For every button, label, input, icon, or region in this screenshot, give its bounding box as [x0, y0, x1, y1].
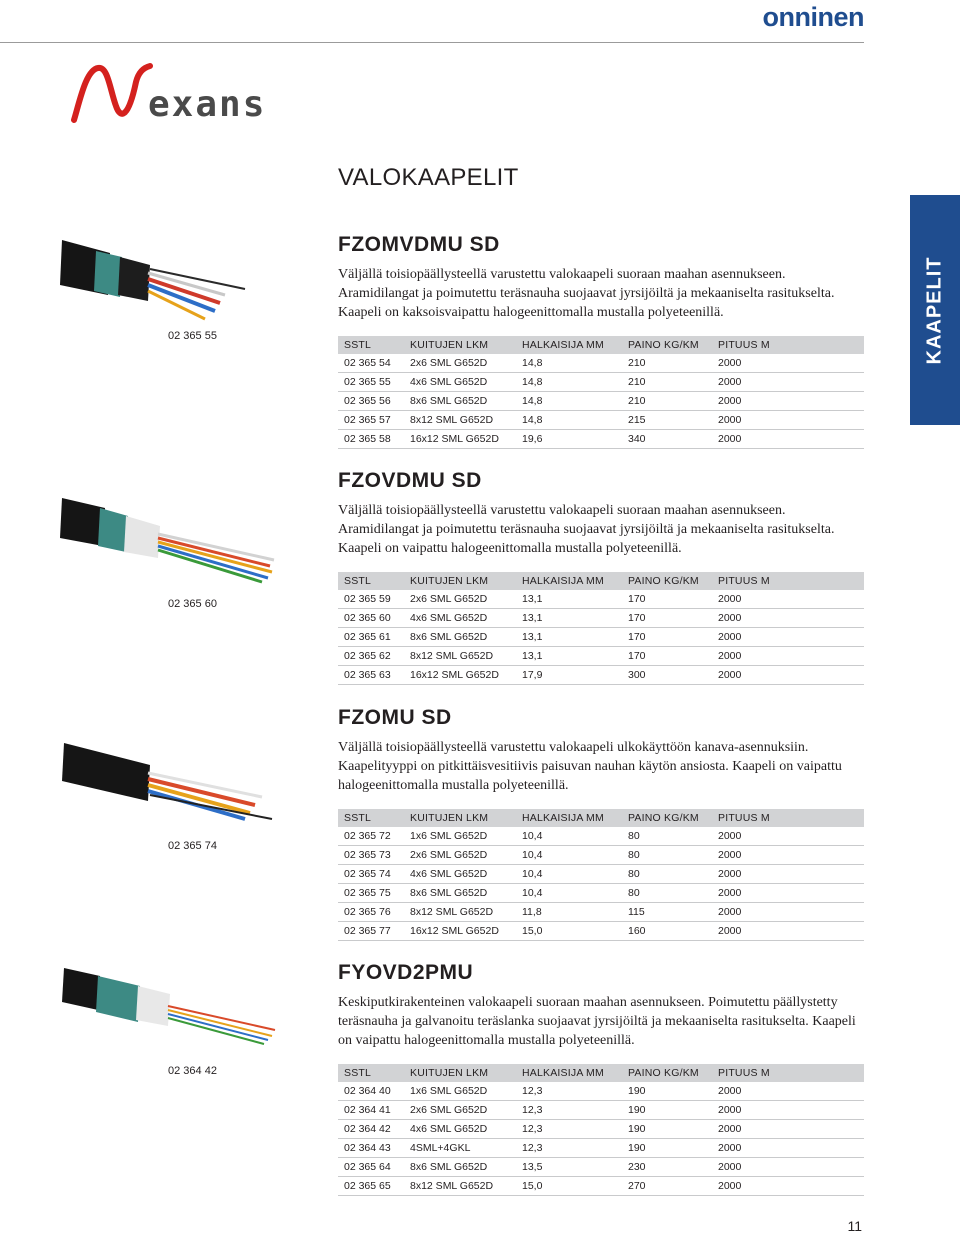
cell: 2000 [712, 590, 864, 609]
cell: 12,3 [516, 1101, 622, 1120]
column-header: HALKAISIJA MM [516, 1064, 622, 1082]
cell: 02 365 54 [338, 354, 404, 373]
cell: 2000 [712, 827, 864, 846]
product-fyovd2pmu [338, 961, 864, 1196]
cell: 190 [622, 1082, 712, 1101]
product-image-code: 02 365 55 [168, 330, 217, 342]
column-header: KUITUJEN LKM [404, 809, 516, 827]
cell: 02 365 59 [338, 590, 404, 609]
column-header: KUITUJEN LKM [404, 336, 516, 354]
cell: 2000 [712, 430, 864, 449]
cell: 300 [622, 666, 712, 685]
table-row [338, 666, 864, 685]
cell: 170 [622, 590, 712, 609]
column-header: SSTL [338, 572, 404, 590]
page-number: 11 [847, 1218, 862, 1234]
table-row [338, 354, 864, 373]
cell: 11,8 [516, 903, 622, 922]
cell: 14,8 [516, 373, 622, 392]
cell: 15,0 [516, 922, 622, 941]
cable-image-fzomvdmu [0, 225, 300, 375]
cell: 2000 [712, 666, 864, 685]
column-header: PAINO KG/KM [622, 572, 712, 590]
cell: 8x6 SML G652D [404, 1158, 516, 1177]
cell: 16x12 SML G652D [404, 430, 516, 449]
cell: 170 [622, 609, 712, 628]
product-description: Väljällä toisiopäällysteellä varustettu valokaapeli suoraan maahan asennukseen. Aramidilangat ja poimutettu teräsnauha suojaavat jyrsijöiltä ja mekaaniselta rasitukselta. Kaapeli on vaipattu halogeenittomalla mustalla polyeteenillä. [338, 503, 835, 556]
column-header: SSTL [338, 809, 404, 827]
cable-image-fyovd2pmu [0, 960, 300, 1110]
cell: 13,1 [516, 647, 622, 666]
cell: 2x6 SML G652D [404, 354, 516, 373]
cell: 2000 [712, 373, 864, 392]
cell: 02 365 62 [338, 647, 404, 666]
table-row [338, 373, 864, 392]
cell: 2000 [712, 884, 864, 903]
cable-image-fzovdmu [0, 490, 300, 640]
cell: 2000 [712, 628, 864, 647]
cell: 02 365 63 [338, 666, 404, 685]
cell: 14,8 [516, 354, 622, 373]
cell: 02 365 57 [338, 411, 404, 430]
cell: 19,6 [516, 430, 622, 449]
cell: 210 [622, 354, 712, 373]
cell: 02 365 58 [338, 430, 404, 449]
cell: 16x12 SML G652D [404, 666, 516, 685]
cell: 4x6 SML G652D [404, 1120, 516, 1139]
cell: 14,8 [516, 411, 622, 430]
table-row [338, 865, 864, 884]
section-title: VALOKAAPELIT [338, 164, 519, 191]
cell: 2000 [712, 846, 864, 865]
cell: 02 365 56 [338, 392, 404, 411]
cell: 115 [622, 903, 712, 922]
cell: 10,4 [516, 846, 622, 865]
cell: 8x12 SML G652D [404, 903, 516, 922]
product-fzomvdmu [338, 233, 864, 449]
cell: 80 [622, 827, 712, 846]
cell: 13,1 [516, 590, 622, 609]
cell: 02 365 65 [338, 1177, 404, 1196]
cell: 190 [622, 1120, 712, 1139]
product-fzomu [338, 706, 864, 941]
cell: 210 [622, 392, 712, 411]
cell: 10,4 [516, 827, 622, 846]
cell: 10,4 [516, 884, 622, 903]
cell: 16x12 SML G652D [404, 922, 516, 941]
cell: 80 [622, 846, 712, 865]
product-image-code: 02 365 74 [168, 840, 217, 852]
cell: 2000 [712, 922, 864, 941]
column-header: PITUUS M [712, 572, 864, 590]
cell: 2000 [712, 411, 864, 430]
cell: 190 [622, 1139, 712, 1158]
cell: 170 [622, 628, 712, 647]
cell: 80 [622, 865, 712, 884]
column-header: PITUUS M [712, 809, 864, 827]
table-row [338, 647, 864, 666]
cell: 2x6 SML G652D [404, 1101, 516, 1120]
cell: 1x6 SML G652D [404, 1082, 516, 1101]
product-image-code: 02 365 60 [168, 598, 217, 610]
product-title: FZOVDMU SD [338, 469, 482, 492]
cell: 8x6 SML G652D [404, 392, 516, 411]
cell: 02 365 76 [338, 903, 404, 922]
table-row [338, 1101, 864, 1120]
cell: 190 [622, 1101, 712, 1120]
table-header-row [338, 572, 864, 590]
cell: 02 364 40 [338, 1082, 404, 1101]
cell: 8x12 SML G652D [404, 1177, 516, 1196]
cell: 2000 [712, 903, 864, 922]
column-header: HALKAISIJA MM [516, 336, 622, 354]
cell: 340 [622, 430, 712, 449]
cell: 80 [622, 884, 712, 903]
table-row [338, 1177, 864, 1196]
cell: 2000 [712, 1177, 864, 1196]
column-header: PITUUS M [712, 1064, 864, 1082]
cell: 2000 [712, 392, 864, 411]
table-row [338, 590, 864, 609]
column-header: HALKAISIJA MM [516, 572, 622, 590]
nexans-logo-wordmark: exans [148, 84, 267, 125]
cell: 4x6 SML G652D [404, 609, 516, 628]
table-row [338, 884, 864, 903]
table-row [338, 609, 864, 628]
cell: 13,5 [516, 1158, 622, 1177]
nexans-logo [66, 60, 280, 128]
column-header: KUITUJEN LKM [404, 572, 516, 590]
table-row [338, 411, 864, 430]
cell: 8x12 SML G652D [404, 411, 516, 430]
cell: 2000 [712, 1120, 864, 1139]
column-header: PAINO KG/KM [622, 809, 712, 827]
cell: 02 364 42 [338, 1120, 404, 1139]
cell: 15,0 [516, 1177, 622, 1196]
spec-table [338, 809, 864, 941]
cell: 17,9 [516, 666, 622, 685]
cell: 2000 [712, 1139, 864, 1158]
cell: 12,3 [516, 1082, 622, 1101]
cell: 10,4 [516, 865, 622, 884]
cell: 02 365 72 [338, 827, 404, 846]
column-header: KUITUJEN LKM [404, 1064, 516, 1082]
cell: 4SML+4GKL [404, 1139, 516, 1158]
cell: 170 [622, 647, 712, 666]
cell: 02 365 60 [338, 609, 404, 628]
table-header-row [338, 809, 864, 827]
cell: 02 365 61 [338, 628, 404, 647]
cell: 12,3 [516, 1120, 622, 1139]
table-row [338, 1082, 864, 1101]
cell: 2000 [712, 1082, 864, 1101]
cell: 2000 [712, 609, 864, 628]
cell: 215 [622, 411, 712, 430]
cell: 8x12 SML G652D [404, 647, 516, 666]
product-image-code: 02 364 42 [168, 1065, 217, 1077]
cell: 2000 [712, 1158, 864, 1177]
cell: 2000 [712, 354, 864, 373]
table-row [338, 846, 864, 865]
cell: 2000 [712, 865, 864, 884]
table-row [338, 827, 864, 846]
table-row [338, 922, 864, 941]
cell: 13,1 [516, 628, 622, 647]
cell: 02 364 41 [338, 1101, 404, 1120]
column-header: PAINO KG/KM [622, 1064, 712, 1082]
cell: 02 365 77 [338, 922, 404, 941]
table-row [338, 392, 864, 411]
cell: 8x6 SML G652D [404, 884, 516, 903]
column-header: HALKAISIJA MM [516, 809, 622, 827]
table-row [338, 903, 864, 922]
cell: 14,8 [516, 392, 622, 411]
cable-image-fzomu [0, 735, 300, 885]
cell: 02 365 74 [338, 865, 404, 884]
cell: 02 365 73 [338, 846, 404, 865]
cell: 02 365 75 [338, 884, 404, 903]
product-title: FZOMU SD [338, 706, 452, 729]
column-header: PAINO KG/KM [622, 336, 712, 354]
column-header: SSTL [338, 1064, 404, 1082]
spec-table [338, 1064, 864, 1196]
table-row [338, 1158, 864, 1177]
product-title: FZOMVDMU SD [338, 233, 500, 256]
product-title: FYOVD2PMU [338, 961, 474, 984]
cell: 8x6 SML G652D [404, 628, 516, 647]
side-tab-label: KAAPELIT [923, 256, 946, 364]
table-header-row [338, 1064, 864, 1082]
cell: 2x6 SML G652D [404, 846, 516, 865]
nexans-logo-mark [74, 66, 150, 120]
product-description: Väljällä toisiopäällysteellä varustettu valokaapeli suoraan maahan asennukseen. Aramidilangat ja poimutettu teräsnauha suojaavat jyrsijöiltä ja mekaaniselta rasitukselta. Kaapeli on kaksoisvaipattu halogeenittomalla mustalla polyeteenillä. [338, 267, 835, 320]
spec-table [338, 572, 864, 685]
cell: 02 364 43 [338, 1139, 404, 1158]
cell: 4x6 SML G652D [404, 865, 516, 884]
product-fzovdmu [338, 469, 864, 685]
cell: 1x6 SML G652D [404, 827, 516, 846]
table-row [338, 1120, 864, 1139]
cell: 02 365 64 [338, 1158, 404, 1177]
cell: 210 [622, 373, 712, 392]
table-row [338, 1139, 864, 1158]
table-row [338, 628, 864, 647]
table-header-row [338, 336, 864, 354]
product-description: Keskiputkirakenteinen valokaapeli suoraan maahan asennukseen. Poimutettu päällystetty teräsnauha ja galvanoitu teräslanka suojaavat jyrsijöiltä ja mekaaniselta rasitukselta. Kaapeli on vaipattu halogeenittomalla mustalla polyeteenillä. [338, 995, 856, 1048]
cell: 2000 [712, 1101, 864, 1120]
cell: 13,1 [516, 609, 622, 628]
cell: 2x6 SML G652D [404, 590, 516, 609]
column-header: SSTL [338, 336, 404, 354]
cell: 2000 [712, 647, 864, 666]
cell: 230 [622, 1158, 712, 1177]
onninen-brand-logo: onninen [762, 2, 864, 32]
cell: 4x6 SML G652D [404, 373, 516, 392]
column-header: PITUUS M [712, 336, 864, 354]
table-row [338, 430, 864, 449]
spec-table [338, 336, 864, 449]
product-description: Väljällä toisiopäällysteellä varustettu valokaapeli ulkokäyttöön kanava-asennuksiin. Kaapelityyppi on pitkittäisvesitiivis paisuvan nauhan käytön ansiosta. Kaapeli on vaipattu halogeenittomalla mustalla polyeteenillä. [338, 740, 842, 793]
cell: 160 [622, 922, 712, 941]
kaapelit-side-tab [910, 195, 960, 425]
header-divider [0, 42, 864, 43]
cell: 12,3 [516, 1139, 622, 1158]
cell: 02 365 55 [338, 373, 404, 392]
cell: 270 [622, 1177, 712, 1196]
